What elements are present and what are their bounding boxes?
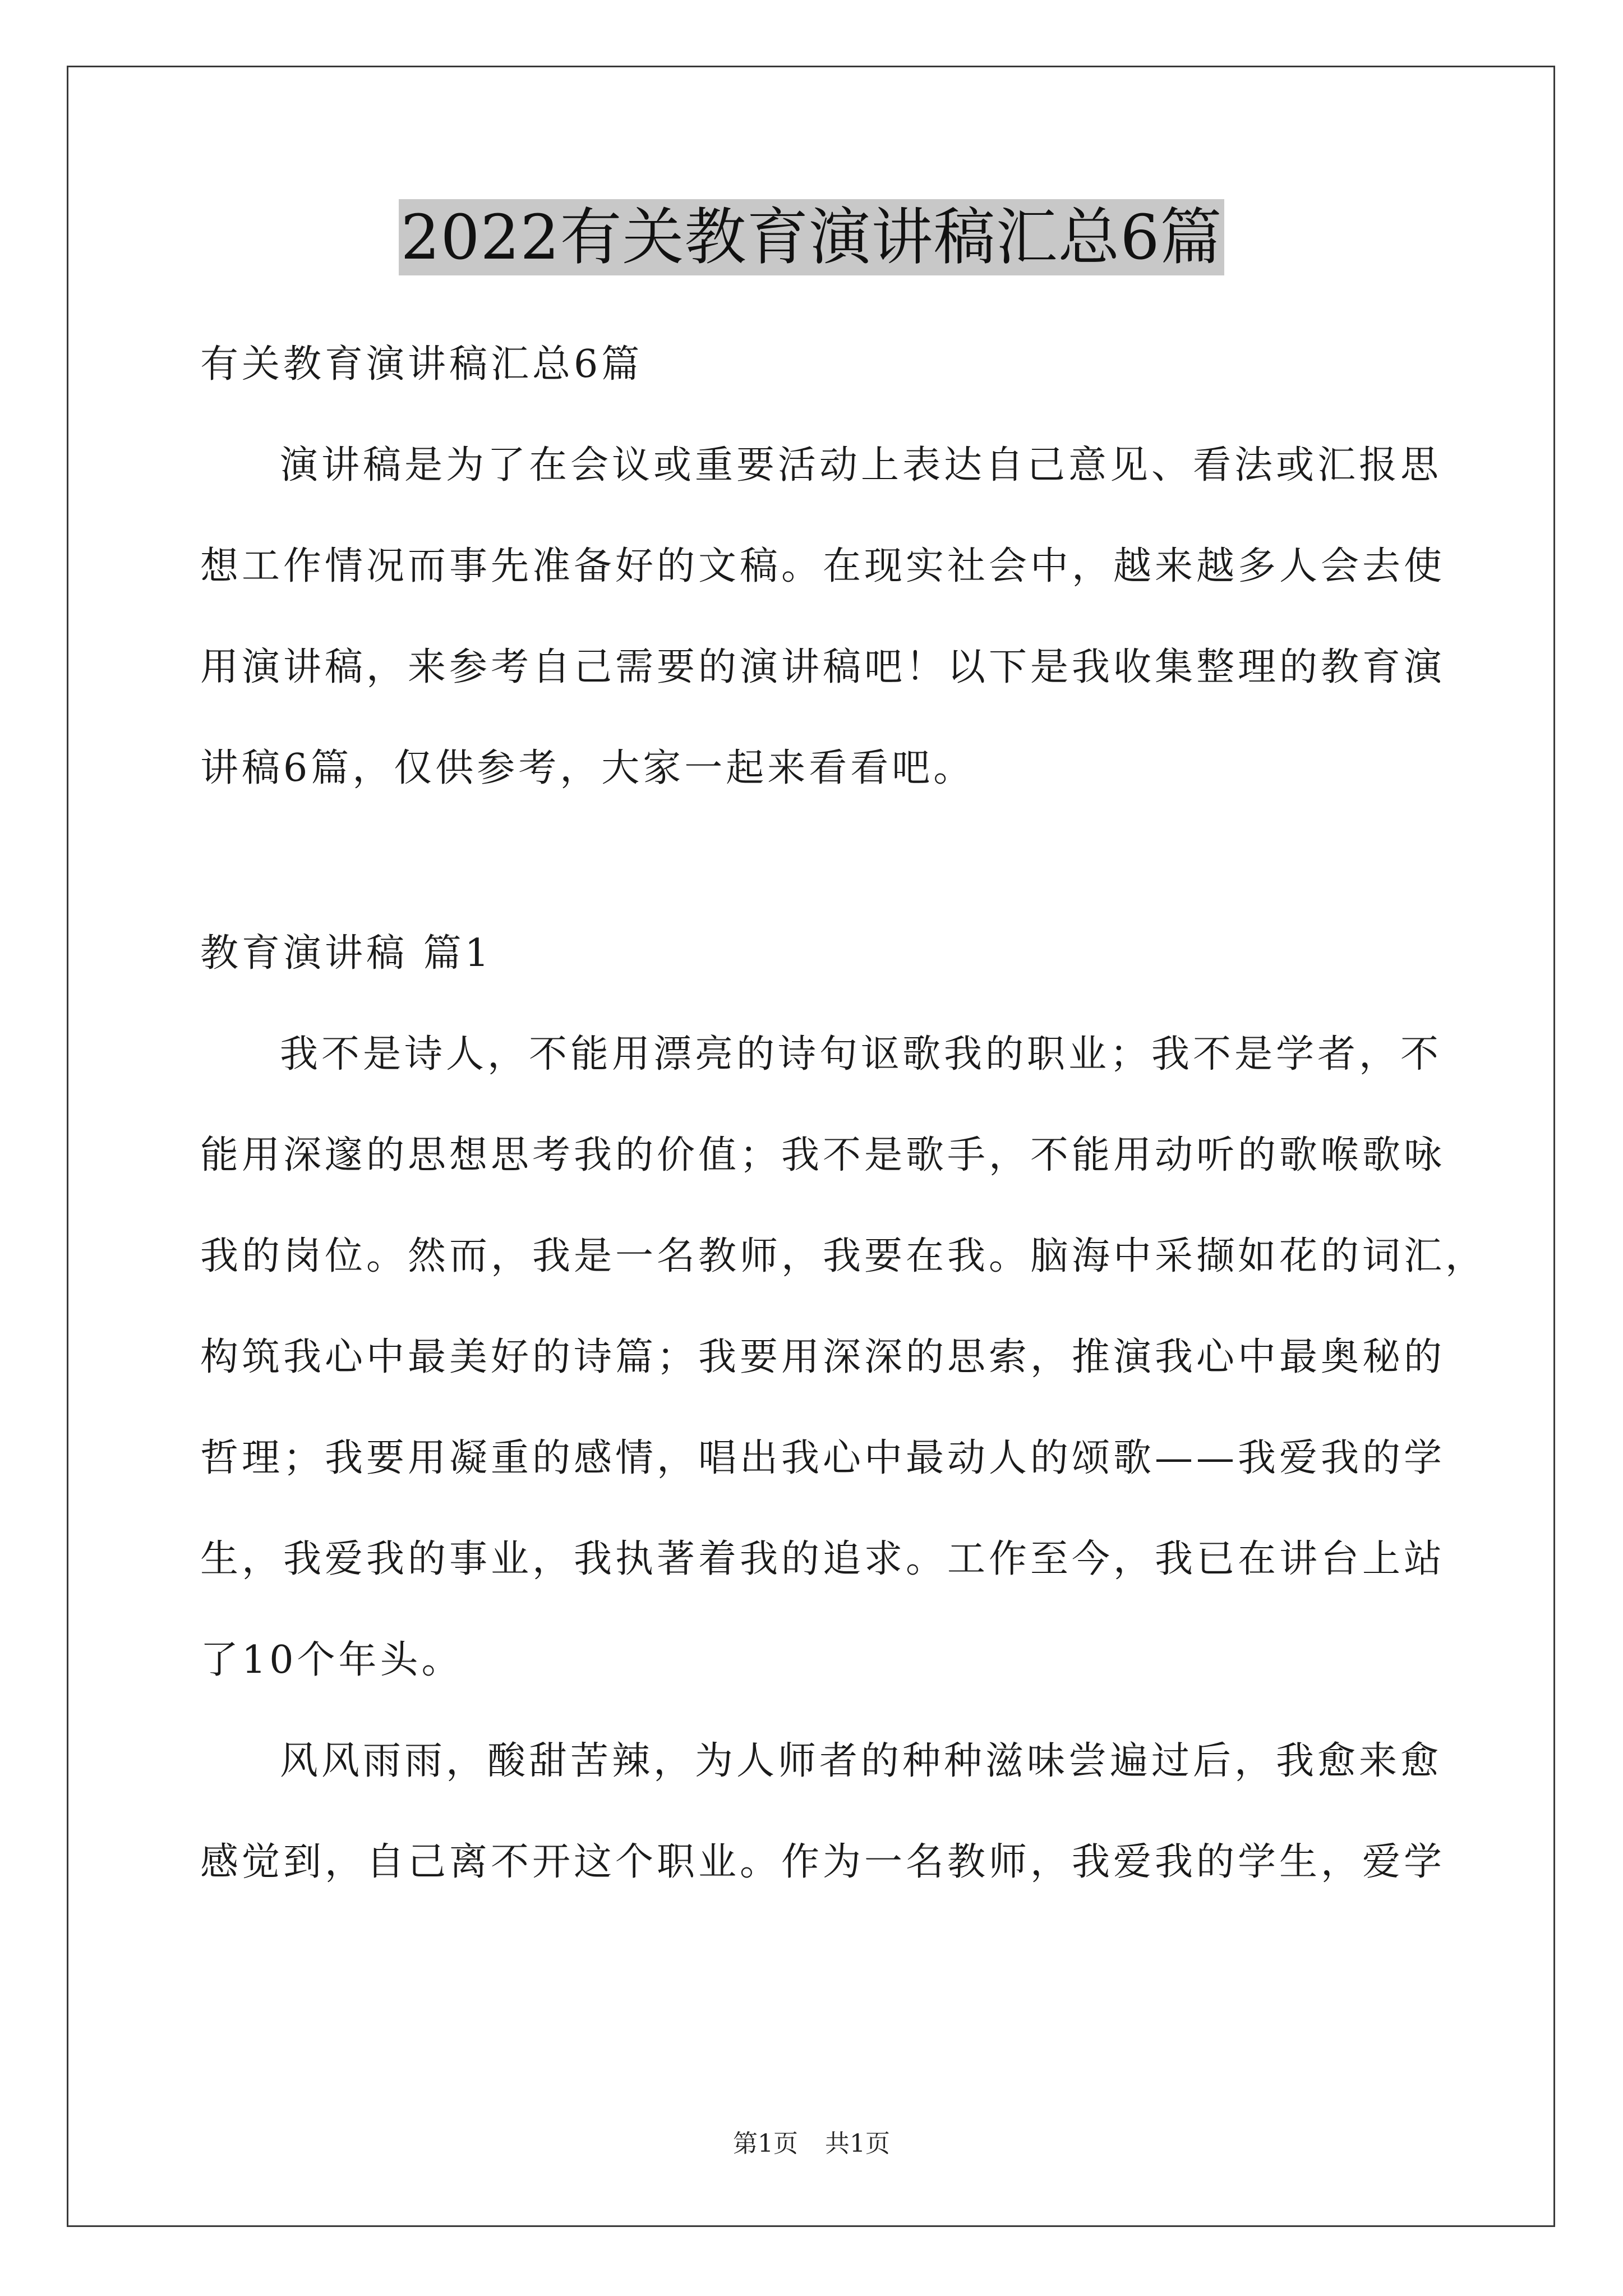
paragraph-line: 我的岗位。然而，我是一名教师，我要在我。脑海中采撷如花的词汇， xyxy=(200,1234,1487,1278)
document-body xyxy=(200,314,1487,1913)
title-container xyxy=(0,199,1623,275)
intro-line: 想工作情况而事先准备好的文稿。在现实社会中，越来越多人会去使 xyxy=(200,544,1446,588)
paragraph-line: 生，我爱我的事业，我执著着我的追求。工作至今，我已在讲台上站 xyxy=(200,1537,1446,1581)
section-gap xyxy=(200,819,1445,903)
paragraph-line: 了10个年头。 xyxy=(200,1638,463,1682)
paragraph-line: 能用深邃的思想思考我的价值；我不是歌手，不能用动听的歌喉歌咏 xyxy=(200,1133,1446,1177)
section-heading: 教育演讲稿 篇1 xyxy=(200,931,492,976)
paragraph-line: 感觉到，自己离不开这个职业。作为一名教师，我爱我的学生，爱学 xyxy=(200,1840,1446,1884)
intro-line: 用演讲稿，来参考自己需要的演讲稿吧！以下是我收集整理的教育演 xyxy=(200,645,1446,689)
intro-line: 讲稿6篇，仅供参考，大家一起来看看吧。 xyxy=(200,746,975,790)
page-number-total: 共1页 xyxy=(825,2129,890,2158)
page-footer xyxy=(0,2123,1623,2159)
paragraph-line: 风风雨雨，酸甜苦辣，为人师者的种种滋味尝遍过后，我愈来愈 xyxy=(280,1739,1442,1783)
paragraph-line: 构筑我心中最美好的诗篇；我要用深深的思索，推演我心中最奥秘的 xyxy=(200,1335,1446,1379)
intro-line: 演讲稿是为了在会议或重要活动上表达自己意见、看法或汇报思 xyxy=(280,443,1442,487)
paragraph-line: 哲理；我要用凝重的感情，唱出我心中最动人的颂歌——我爱我的学 xyxy=(200,1436,1446,1480)
paragraph-line: 我不是诗人，不能用漂亮的诗句讴歌我的职业；我不是学者，不 xyxy=(280,1032,1442,1076)
document-title: 2022有关教育演讲稿汇总6篇 xyxy=(399,199,1225,275)
page-number-current: 第1页 xyxy=(733,2129,798,2158)
document-subtitle: 有关教育演讲稿汇总6篇 xyxy=(200,342,643,386)
